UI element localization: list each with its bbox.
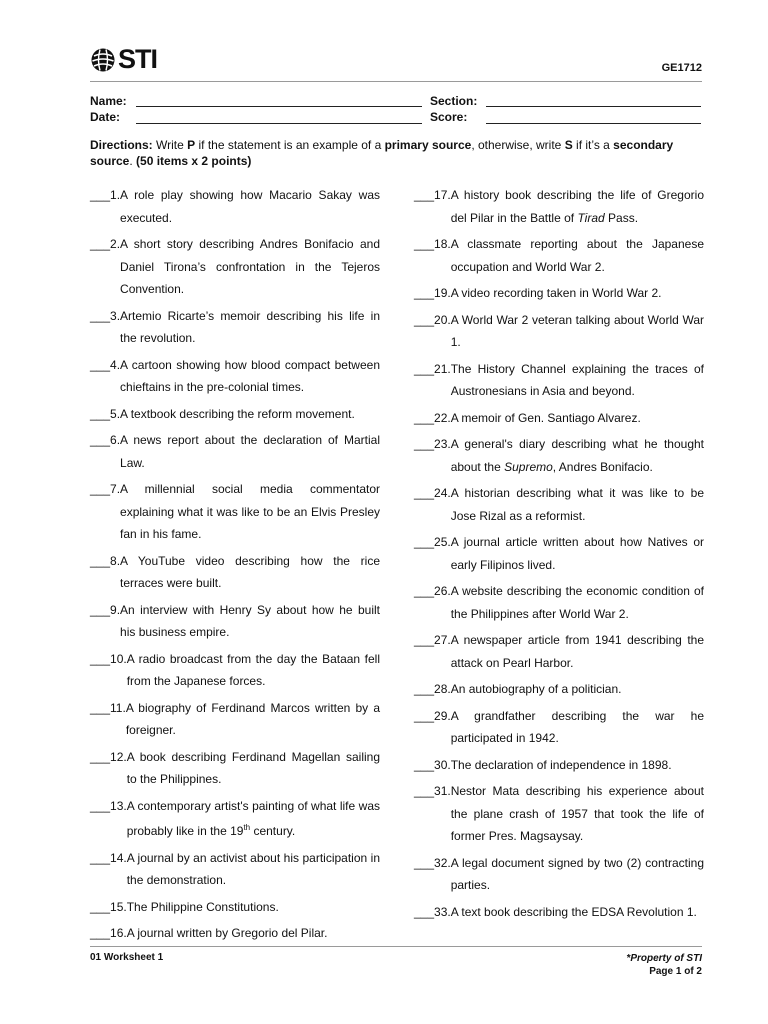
directions-text-2: if the statement is an example of a	[195, 138, 385, 152]
directions-points: (50 items x 2 points)	[136, 154, 252, 168]
question-item	[414, 901, 704, 924]
question-text	[120, 429, 380, 474]
answer-blank[interactable]: ___4.	[90, 357, 121, 372]
question-text	[120, 184, 380, 229]
question-text	[120, 403, 380, 426]
question-text-main: A historian describing what it was like to be Jose Rizal as a reformist.	[450, 486, 704, 523]
answer-blank[interactable]: ___27.	[414, 633, 451, 647]
question-text-main: The History Channel explaining the traces of Austronesians in Asia and beyond.	[450, 361, 704, 398]
answer-blank[interactable]: ___20.	[414, 312, 451, 327]
question-text	[451, 407, 704, 430]
question-item	[90, 354, 380, 399]
question-item	[90, 746, 380, 791]
question-item	[414, 780, 704, 848]
section-label: Section:	[430, 94, 478, 108]
question-text	[127, 648, 380, 693]
question-item	[90, 697, 380, 742]
logo-text: STI	[118, 44, 158, 74]
question-item	[414, 580, 704, 625]
question-text-tail: century.	[250, 824, 296, 838]
question-item	[90, 599, 380, 644]
question-text	[120, 305, 380, 350]
question-text	[120, 354, 380, 399]
answer-blank[interactable]: ___31.	[414, 784, 451, 798]
question-text	[451, 233, 704, 278]
question-text	[451, 531, 704, 576]
question-text-main: A classmate reporting about the Japanese occupation and World War 2.	[450, 237, 704, 274]
directions-text-3: , otherwise, write	[471, 138, 565, 152]
name-field[interactable]	[136, 106, 422, 107]
question-item	[414, 531, 704, 576]
question-text	[451, 580, 704, 625]
question-text-main: A general's diary describing what he thought about the	[450, 437, 704, 474]
answer-blank[interactable]: ___9.	[90, 602, 121, 617]
date-field[interactable]	[136, 123, 422, 124]
answer-blank[interactable]: ___3.	[90, 308, 121, 323]
question-text-main: Artemio Ricarte’s memoir describing his life in the revolution.	[120, 308, 380, 345]
answer-blank[interactable]: ___15.	[90, 899, 127, 914]
property-label: *Property of STI	[626, 953, 702, 964]
date-label: Date:	[90, 110, 121, 124]
question-text-main: The declaration of independence in 1898.	[450, 757, 672, 772]
question-item	[90, 429, 380, 474]
question-item	[414, 678, 704, 701]
question-item	[414, 358, 704, 403]
question-text-main: The Philippine Constitutions.	[126, 899, 279, 914]
question-item	[90, 478, 380, 546]
question-text-main: A text book describing the EDSA Revolution 1.	[450, 904, 697, 919]
question-text-main: A history book describing the life of Gregorio del Pilar in the Battle of	[450, 188, 704, 225]
question-item	[414, 407, 704, 430]
question-item	[414, 184, 704, 229]
question-text	[120, 233, 380, 301]
answer-blank[interactable]: ___7.	[90, 482, 121, 496]
footer-right	[626, 952, 702, 978]
question-text	[127, 896, 380, 919]
question-text	[127, 795, 380, 843]
question-text-main: A radio broadcast from the day the Bataan fell from the Japanese forces.	[126, 651, 380, 688]
question-item	[90, 403, 380, 426]
answer-blank[interactable]: ___21.	[414, 361, 451, 376]
name-label: Name:	[90, 94, 127, 108]
course-code: GE1712	[661, 62, 702, 74]
question-text	[127, 922, 380, 945]
question-item	[414, 282, 704, 305]
directions-text-4: if it’s a	[572, 138, 614, 152]
directions-p: P	[187, 138, 196, 152]
question-item	[414, 629, 704, 674]
question-text-main: A millennial social media commentator explaining what it was like to be an Elvis Presley fan in his fame.	[120, 482, 380, 541]
question-text	[451, 780, 704, 848]
question-text-main: An interview with Henry Sy about how he built his business empire.	[120, 602, 380, 639]
question-text	[451, 852, 704, 897]
italic-term: Supremo	[504, 459, 553, 474]
question-text	[451, 482, 704, 527]
items-left-column	[90, 184, 380, 949]
question-text-main: A news report about the declaration of Martial Law.	[120, 433, 380, 470]
question-item	[90, 648, 380, 693]
answer-blank[interactable]: ___2.	[90, 237, 121, 251]
question-text	[451, 705, 704, 750]
sti-logo	[90, 46, 157, 73]
question-text-main: A memoir of Gen. Santiago Alvarez.	[450, 410, 641, 425]
answer-blank[interactable]: ___32.	[414, 855, 451, 870]
answer-blank[interactable]: ___30.	[414, 757, 451, 772]
question-text-main: A cartoon showing how blood compact between chieftains in the pre-colonial times.	[120, 357, 380, 394]
question-text	[120, 599, 380, 644]
question-text	[127, 746, 380, 791]
directions	[90, 137, 704, 169]
question-item	[414, 233, 704, 278]
italic-term: Tirad	[577, 210, 605, 225]
answer-blank[interactable]: ___25.	[414, 535, 451, 549]
question-text-main: A book describing Ferdinand Magellan sailing to the Philippines.	[126, 749, 380, 786]
question-text-tail: Pass.	[604, 210, 639, 225]
question-text-main: A journal by an activist about his participation in the demonstration.	[126, 850, 380, 887]
question-text	[451, 433, 704, 478]
question-text	[451, 358, 704, 403]
question-text-main: Nestor Mata describing his experience about the plane crash of 1957 that took the life of former Pres. Magsaysay.	[450, 784, 704, 843]
question-item	[414, 309, 704, 354]
question-item	[90, 847, 380, 892]
question-text-main: A contemporary artist's painting of what life was probably like in the 19	[126, 798, 380, 838]
answer-blank[interactable]: ___23.	[414, 437, 451, 451]
page-number: Page 1 of 2	[649, 966, 702, 977]
question-text-main: An autobiography of a politician.	[450, 682, 622, 696]
question-text-main: A role play showing how Macario Sakay was executed.	[120, 188, 380, 225]
answer-blank[interactable]: ___5.	[90, 406, 121, 421]
globe-icon	[90, 47, 116, 73]
question-text-main: A video recording taken in World War 2.	[450, 286, 662, 300]
score-field[interactable]	[486, 123, 701, 124]
answer-blank[interactable]: ___28.	[414, 682, 451, 696]
directions-text-1: Write	[152, 138, 188, 152]
superscript: th	[243, 823, 251, 832]
answer-blank[interactable]: ___8.	[90, 553, 121, 568]
question-item	[414, 852, 704, 897]
question-text-main: A journal article written about how Natives or early Filipinos lived.	[450, 535, 704, 572]
answer-blank[interactable]: ___12.	[90, 749, 127, 764]
question-text	[120, 478, 380, 546]
answer-blank[interactable]: ___6.	[90, 433, 121, 447]
question-text	[127, 847, 380, 892]
question-text	[451, 282, 704, 305]
question-item	[90, 233, 380, 301]
answer-blank[interactable]: ___29.	[414, 708, 451, 723]
question-text-main: A grandfather describing the war he participated in 1942.	[450, 708, 704, 745]
answer-blank[interactable]: ___26.	[414, 584, 451, 598]
directions-s: S	[564, 138, 573, 152]
answer-blank[interactable]: ___17.	[414, 188, 451, 202]
footer-divider	[90, 946, 702, 947]
worksheet-label: 01 Worksheet 1	[90, 952, 164, 963]
question-text-main: A World War 2 veteran talking about World War 1.	[450, 312, 704, 349]
answer-blank[interactable]: ___16.	[90, 926, 127, 940]
question-text-main: A journal written by Gregorio del Pilar.	[126, 926, 328, 940]
question-text-main: A textbook describing the reform movement.	[120, 406, 355, 421]
score-label: Score:	[430, 110, 468, 124]
question-item	[414, 705, 704, 750]
question-text	[451, 678, 704, 701]
answer-blank[interactable]: ___33.	[414, 904, 451, 919]
question-text-main: A biography of Ferdinand Marcos written by a foreigner.	[125, 700, 380, 737]
question-text	[451, 309, 704, 354]
question-item	[414, 433, 704, 478]
question-text	[451, 629, 704, 674]
directions-secondary: secondary source	[90, 138, 674, 168]
question-text-main: A short story describing Andres Bonifacio and Daniel Tirona’s confrontation in the Tejeros Convention.	[120, 237, 380, 296]
question-text-main: A website describing the economic condition of the Philippines after World War 2.	[450, 584, 704, 621]
section-field[interactable]	[486, 106, 701, 107]
answer-blank[interactable]: ___11.	[90, 700, 126, 715]
question-text-main: A newspaper article from 1941 describing the attack on Pearl Harbor.	[450, 633, 704, 670]
header-divider	[90, 81, 702, 82]
question-text-main: A legal document signed by two (2) contracting parties.	[450, 855, 704, 892]
question-item	[90, 795, 380, 843]
question-text-tail: , Andres Bonifacio.	[552, 459, 653, 474]
question-text	[126, 697, 380, 742]
question-item	[90, 305, 380, 350]
question-text	[451, 901, 704, 924]
question-item	[90, 184, 380, 229]
answer-blank[interactable]: ___18.	[414, 237, 451, 251]
question-item	[414, 754, 704, 777]
directions-lead: Directions:	[90, 138, 153, 152]
answer-blank[interactable]: ___13.	[90, 798, 127, 813]
question-item	[414, 482, 704, 527]
question-text-main: A YouTube video describing how the rice terraces were built.	[120, 553, 380, 590]
question-text	[120, 550, 380, 595]
question-item	[90, 550, 380, 595]
answer-blank[interactable]: ___1.	[90, 188, 121, 202]
answer-blank[interactable]: ___22.	[414, 410, 451, 425]
directions-text-5: .	[129, 154, 137, 168]
directions-primary: primary source	[384, 138, 472, 152]
question-text	[451, 184, 704, 229]
items-right-column	[414, 184, 704, 927]
question-text	[451, 754, 704, 777]
answer-blank[interactable]: ___10.	[90, 651, 127, 666]
answer-blank[interactable]: ___19.	[414, 286, 451, 300]
answer-blank[interactable]: ___24.	[414, 486, 451, 500]
question-item	[90, 896, 380, 919]
question-item	[90, 922, 380, 945]
answer-blank[interactable]: ___14.	[90, 850, 127, 865]
